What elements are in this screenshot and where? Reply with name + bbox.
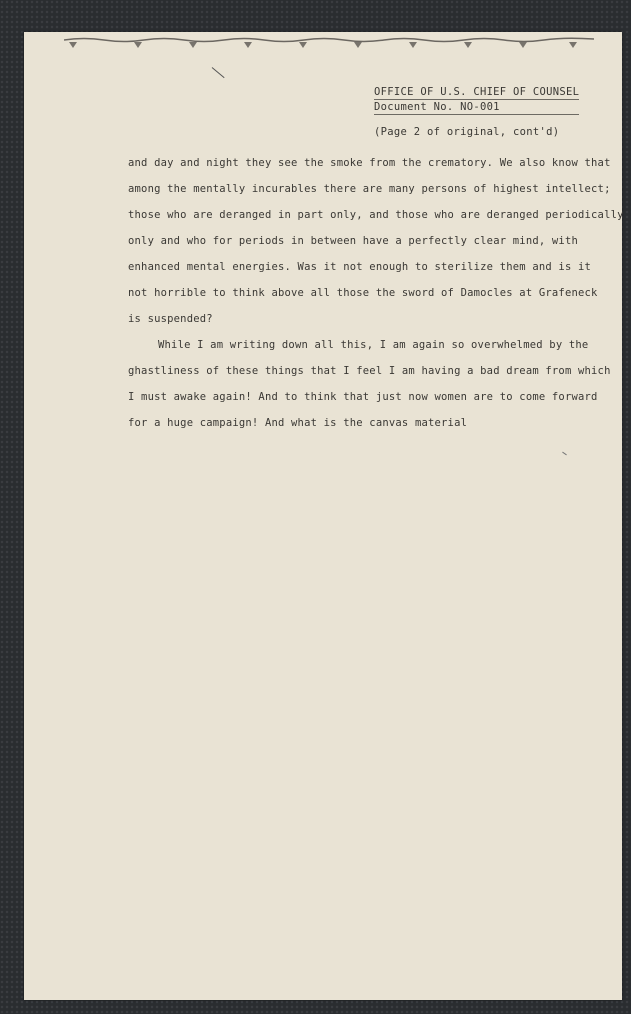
text-line: is suspended? (128, 313, 213, 325)
text-line: among the mentally incurables there are many persons of highest intellect; (128, 183, 611, 195)
text-line: for a huge campaign! And what is the canvas material (128, 417, 468, 429)
office-title: OFFICE OF U.S. CHIEF OF COUNSEL (374, 86, 580, 98)
text-line: not horrible to think above all those the sword of Damocles at Grafeneck (128, 287, 598, 299)
document-number: Document No. NO-001 (374, 100, 579, 115)
page-note: (Page 2 of original, cont'd) (374, 126, 560, 138)
stray-mark (562, 452, 567, 456)
document-header (374, 85, 579, 115)
text-line: enhanced mental energies. Was it not enough to sterilize them and is it (128, 261, 592, 273)
text-line: those who are deranged in part only, and those who are deranged periodically (128, 209, 624, 221)
text-line: While I am writing down all this, I am again so overwhelmed by the (158, 339, 589, 351)
perforation-edge (64, 36, 594, 48)
pencil-mark (212, 67, 225, 78)
text-line: and day and night they see the smoke from the crematory. We also know that (128, 157, 611, 169)
text-line: I must awake again! And to think that just now women are to come forward (128, 391, 598, 403)
text-line: only and who for periods in between have a perfectly clear mind, with (128, 235, 578, 247)
document-page (24, 32, 622, 1000)
body-text (128, 150, 624, 436)
text-line: ghastliness of these things that I feel I am having a bad dream from which (128, 365, 611, 377)
